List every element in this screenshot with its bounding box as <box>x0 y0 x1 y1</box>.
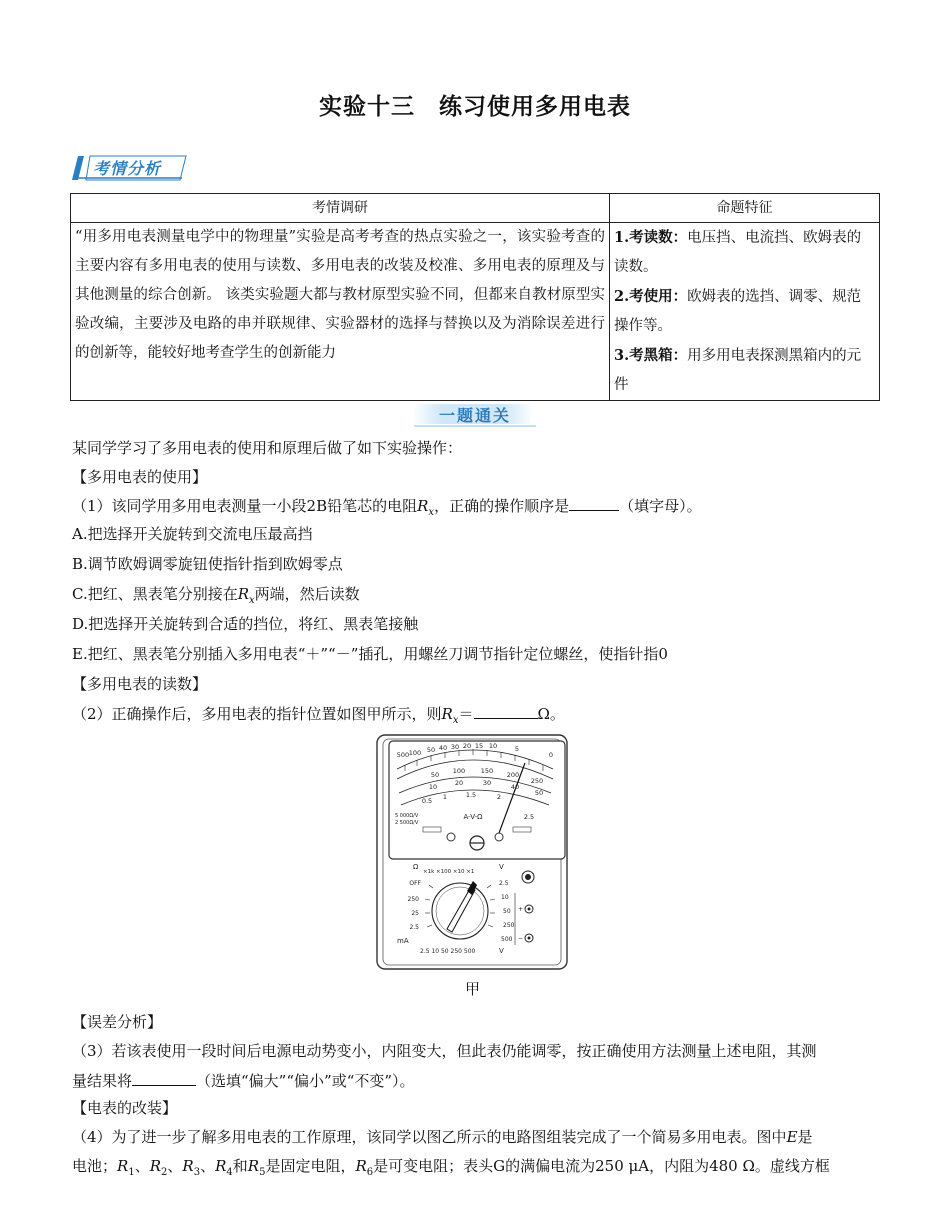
q4-line1: （4）为了进一步了解多用电表的工作原理，该同学以图乙所示的电路图组装完成了一个简易多用电表。图中 <box>72 1128 787 1146</box>
range-label: 10 <box>501 894 509 901</box>
mid-tick-label: 50 <box>430 771 440 779</box>
q4-line1-end: 是 <box>797 1128 813 1146</box>
q4-and: 和 <box>232 1157 248 1175</box>
feature-item <box>614 223 875 282</box>
feature-label: 1.考读数： <box>614 229 688 246</box>
ohm-tick-label: 10 <box>488 742 498 750</box>
ohm-tick-label: 100 <box>408 749 422 757</box>
q1-text-post: ，正确的操作顺序是 <box>434 497 570 515</box>
q4-line2-a: 电池； <box>72 1157 118 1175</box>
mid-tick-label: 250 <box>530 777 544 785</box>
option-c-pre: C.把红、黑表笔分别接在 <box>72 585 238 603</box>
analysis-table <box>70 193 880 401</box>
feature-label: 2.考使用： <box>614 288 688 305</box>
q1-tail: （填字母）。 <box>619 497 702 515</box>
mid-tick-label: 200 <box>506 771 520 779</box>
answer-blank-2[interactable] <box>474 702 538 719</box>
v-label-top: V <box>499 863 504 871</box>
ohm-tick-label: 15 <box>474 742 484 750</box>
svg-text:+: + <box>518 906 524 913</box>
banner-label: 一题通关 <box>438 406 511 425</box>
ac-tick-label: 2.5 <box>523 813 535 821</box>
range-label: 25 <box>411 910 419 917</box>
low-tick-label: 40 <box>510 783 520 791</box>
option-b: B.调节欧姆调零旋钮使指针指到欧姆零点 <box>72 555 343 573</box>
q2-text: （2）正确操作后，多用电表的指针位置如图甲所示，则 <box>72 705 442 723</box>
mid-tick-label: 100 <box>452 767 466 775</box>
v-label-bottom: V <box>499 947 504 955</box>
ac-tick-label: 0.5 <box>421 797 433 805</box>
question-4-line-1 <box>72 1126 813 1147</box>
q1-sub: x <box>428 507 435 518</box>
option-d: D.把选择开关旋转到合适的挡位，将红、黑表笔接触 <box>72 615 419 633</box>
section-modify: 【电表的改装】 <box>72 1099 178 1117</box>
ohm-range-label: ×1k ×100 ×10 ×1 <box>423 869 475 875</box>
ohm-tick-label: 40 <box>438 744 448 752</box>
ac-tick-label: 1 <box>442 793 448 801</box>
multimeter-drawing <box>375 733 570 973</box>
panel-label: A-V-Ω <box>463 813 483 821</box>
range-label: 2.5 <box>499 880 509 887</box>
range-label: 500 <box>501 936 513 943</box>
svg-text:−: − <box>518 935 524 942</box>
feature-text: 电压挡、电流挡、欧姆表的读数。 <box>614 230 862 275</box>
ohm-tick-label: 30 <box>450 743 460 751</box>
question-1 <box>72 494 702 518</box>
multimeter-figure <box>375 733 570 973</box>
bottom-range-labels: 2.5 10 50 250 500 <box>420 948 476 955</box>
q3-line2-post: （选填“偏大”“偏小”或“不变”）。 <box>196 1072 415 1090</box>
section-read: 【多用电表的读数】 <box>72 675 208 693</box>
q4-line2-c: 是可变电阻；表头G的满偏电流为250 μA，内阻为480 Ω。虚线方框 <box>373 1157 830 1175</box>
spec-label-1: 5 000Ω/V <box>395 813 419 819</box>
range-label: 2.5 <box>409 924 419 931</box>
range-label: 250 <box>407 896 419 903</box>
section-error: 【误差分析】 <box>72 1013 163 1031</box>
range-label: OFF <box>409 880 421 887</box>
q2-eq: ＝ <box>458 705 474 723</box>
ac-tick-label: 2 <box>496 793 502 801</box>
omega-label: Ω <box>413 863 419 871</box>
answer-blank-1[interactable] <box>569 494 619 511</box>
low-tick-label: 20 <box>454 779 464 787</box>
option-c-post: 两端，然后读数 <box>254 585 360 603</box>
banner <box>410 400 540 428</box>
option-c-sub: x <box>249 595 255 606</box>
range-label: 50 <box>503 908 511 915</box>
q4-var-e: E <box>786 1128 798 1146</box>
feature-text: 欧姆表的选挡、调零、规范操作等。 <box>614 289 862 334</box>
q3-line2-pre: 量结果将 <box>72 1072 133 1090</box>
section-badge-label: 考情分析 <box>93 159 162 178</box>
table-cell-research: “用多用电表测量电学中的物理量”实验是高考考查的热点实验之一，该实验考查的主要内容有多用电表的使用与读数、多用电表的改装及校准、多用电表的原理及与其他测量的综合创新。 该类实验题大都与教材原型实验不同，但都来自教材原型实验改编，主要涉及电路的串并联规律、实验器材的选择与替换以及为消除误差进行的创新等，能较好地考查学生的创新能力 <box>71 223 610 401</box>
mid-tick-label: 150 <box>480 767 494 775</box>
q1-text: （1）该同学用多用电表测量一小段2B铅笔芯的电阻 <box>72 497 418 515</box>
answer-blank-3[interactable] <box>132 1069 196 1086</box>
question-2 <box>72 702 565 726</box>
question-3-line-2 <box>72 1069 415 1091</box>
feature-item <box>614 282 875 341</box>
feature-label: 3.考黑箱： <box>614 347 688 364</box>
ma-label: mA <box>397 937 409 945</box>
intro-text: 某同学学习了多用电表的使用和原理后做了如下实验操作： <box>72 439 463 457</box>
ac-tick-label: 1.5 <box>465 791 477 799</box>
q2-sub: x <box>452 715 459 726</box>
q1-var: R <box>417 497 429 515</box>
feature-item <box>614 341 875 400</box>
figure-caption: 甲 <box>464 980 480 998</box>
section-use: 【多用电表的使用】 <box>72 468 208 486</box>
option-c <box>72 583 360 606</box>
question-4-line-2: 电池；$R_1$、$R_2$、$R_3$、$R_4$和$R_5$是固定电阻，$R_6$是可变电阻；表头G的满偏电流为250 μA，内阻为480 Ω。虚线方框 <box>72 1157 830 1178</box>
q2-unit: Ω。 <box>537 705 565 723</box>
option-a: A.把选择开关旋转到交流电压最高挡 <box>72 525 313 543</box>
low-tick-label: 30 <box>482 779 492 787</box>
q2-var: R <box>441 705 453 723</box>
ohm-tick-label: 500 <box>396 751 410 759</box>
option-e: E.把红、黑表笔分别插入多用电表“＋”“－”插孔，用螺丝刀调节指针定位螺丝，使指针指0 <box>72 645 668 663</box>
question-3-line-1: （3）若该表使用一段时间后电源电动势变小，内阻变大，但此表仍能调零，按正确使用方法测量上述电阻，其测 <box>72 1042 817 1060</box>
q4-line2-b: 是固定电阻， <box>265 1157 356 1175</box>
table-cell-features <box>610 223 880 401</box>
ohm-tick-label: 5 <box>514 745 520 753</box>
table-header-right: 命题特征 <box>610 194 880 223</box>
range-label: 250 <box>503 922 515 929</box>
page-title: 实验十三 练习使用多用电表 <box>319 94 631 120</box>
low-tick-label: 10 <box>428 783 438 791</box>
ohm-tick-label: 0 <box>548 751 554 759</box>
section-badge <box>70 152 190 182</box>
ohm-tick-label: 20 <box>462 742 472 750</box>
ohm-tick-label: 50 <box>426 746 436 754</box>
feature-text: 用多用电表探测黑箱内的元件 <box>614 348 862 393</box>
option-c-var: R <box>237 585 250 603</box>
table-header-left: 考情调研 <box>71 194 610 223</box>
spec-label-2: 2 500Ω/V <box>395 820 419 826</box>
low-tick-label: 50 <box>534 789 544 797</box>
